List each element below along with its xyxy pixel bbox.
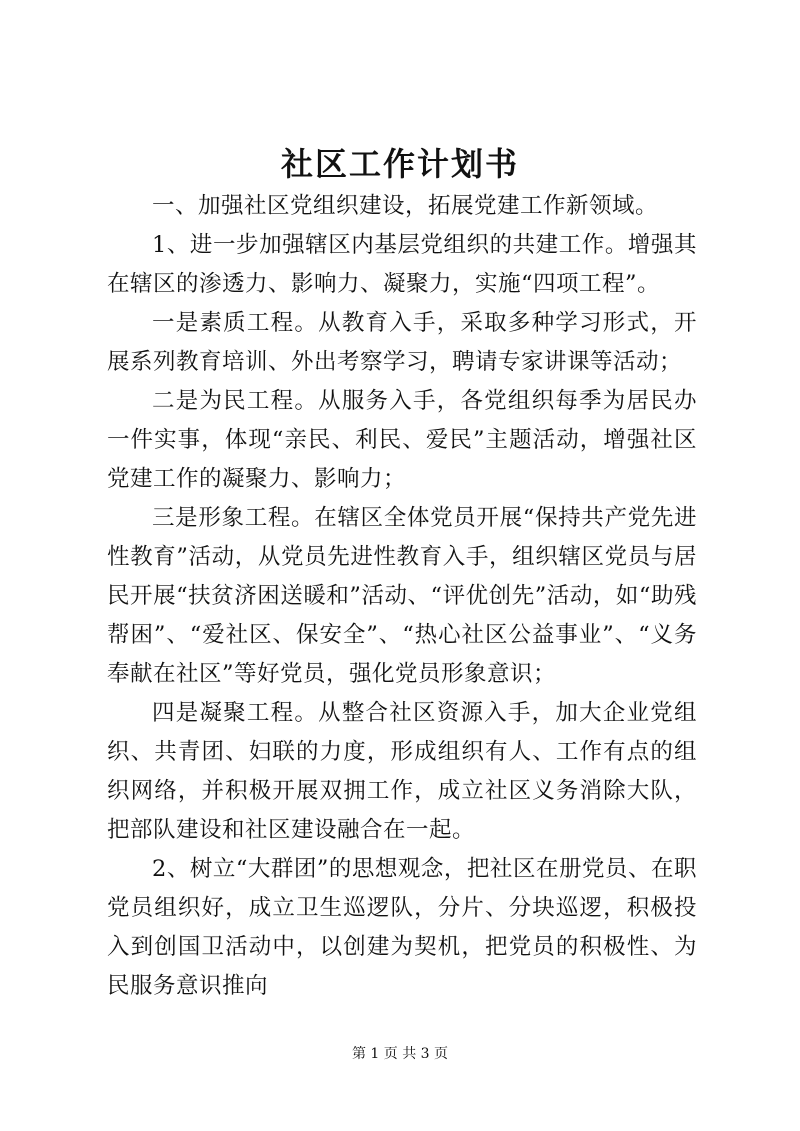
- paragraph-section-heading: 一、加强社区党组织建设，拓展党建工作新领域。: [152, 193, 659, 219]
- paragraph-people-project: 二是为民工程。从服务入手，各党组织每季为居民办一件实事，体现“亲民、利民、爱民”主题活动，增强社区党建工作的凝聚力、影响力；: [107, 388, 697, 492]
- paragraph-image-project: 三是形象工程。在辖区全体党员开展“保持共产党先进性教育”活动，从党员先进性教育入手，组织辖区党员与居民开展“扶贫济困送暖和”活动、“评优创先”活动，如“助残帮困”、“爱社区、保安全”、“热心社区公益事业”、“义务奉献在社区”等好党员，强化党员形象意识；: [107, 505, 697, 687]
- paragraph-cohesion-project: 四是凝聚工程。从整合社区资源入手，加大企业党组织、共青团、妇联的力度，形成组织有人、工作有点的组织网络，并积极开展双拥工作，成立社区义务消除大队，把部队建设和社区建设融合在一起。: [107, 700, 697, 843]
- page-footer: 第 1 页 共 3 页: [351, 1046, 449, 1062]
- paragraph-item-2: 2、树立“大群团”的思想观念，把社区在册党员、在职党员组织好，成立卫生巡逻队，分片、分块巡逻，积极投入到创国卫活动中，以创建为契机，把党员的积极性、为民服务意识推向: [107, 856, 697, 999]
- document-title: 社区工作计划书: [280, 145, 519, 183]
- document-body: [107, 187, 697, 1006]
- paragraph-item-1: 1、进一步加强辖区内基层党组织的共建工作。增强其在辖区的渗透力、影响力、凝聚力，实施“四项工程”。: [107, 232, 697, 297]
- paragraph-quality-project: 一是素质工程。从教育入手，采取多种学习形式，开展系列教育培训、外出考察学习，聘请专家讲课等活动；: [107, 310, 697, 375]
